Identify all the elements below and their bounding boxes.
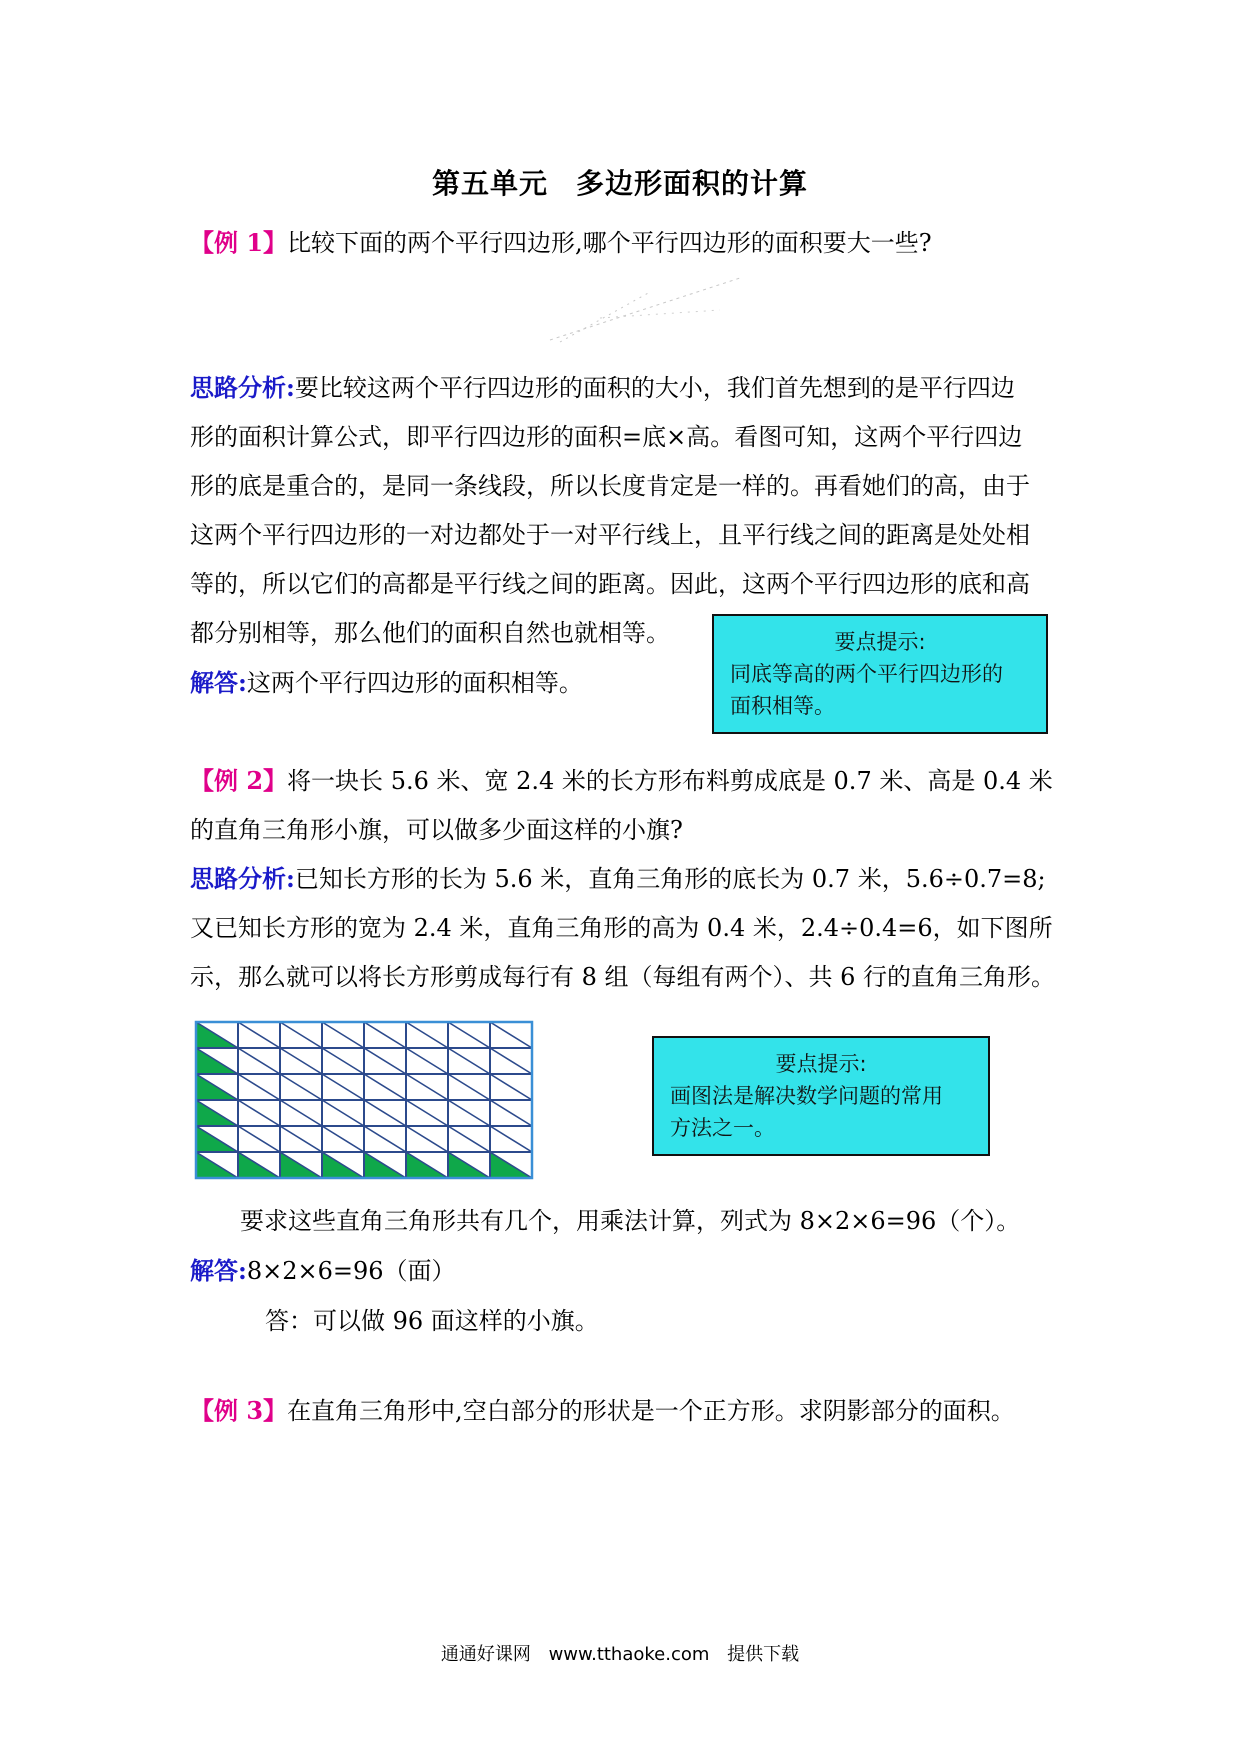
ex1-tip-line-2: 面积相等。 xyxy=(730,694,835,718)
faint-figure xyxy=(540,270,760,350)
grid-diagonal xyxy=(238,1048,280,1074)
grid-diagonal xyxy=(238,1126,280,1152)
grid-diagonal xyxy=(490,1048,532,1074)
ex1-analysis-label: 思路分析: xyxy=(190,373,295,402)
grid-diagonal xyxy=(364,1100,406,1126)
grid-diagonal xyxy=(322,1126,364,1152)
grid-diagonal xyxy=(364,1022,406,1048)
grid-diagonal xyxy=(364,1048,406,1074)
grid-diagonal xyxy=(364,1126,406,1152)
ex2-reply: 答：可以做 96 面这样的小旗。 xyxy=(265,1307,599,1335)
grid-diagonal xyxy=(448,1048,490,1074)
grid-diagonal xyxy=(448,1022,490,1048)
ex1-analysis-line-2: 形的面积计算公式，即平行四边形的面积=底×高。看图可知，这两个平行四边 xyxy=(190,423,1023,451)
ex2-analysis-line-1: 思路分析:已知长方形的长为 5.6 米，直角三角形的底长为 0.7 米，5.6÷0.7=8; xyxy=(190,864,1046,893)
grid-diagonal xyxy=(280,1074,322,1100)
grid-diagonal xyxy=(490,1022,532,1048)
ex1-tip-box xyxy=(712,614,1048,734)
grid-diagonal xyxy=(280,1022,322,1048)
grid-diagonal xyxy=(322,1022,364,1048)
footer xyxy=(0,1640,1240,1666)
ex2-tip-box xyxy=(652,1036,990,1156)
ex2-answer-label: 解答: xyxy=(190,1256,247,1285)
ex1-analysis-line-5: 等的，所以它们的高都是平行线之间的距离。因此，这两个平行四边形的底和高 xyxy=(190,570,1030,598)
grid-diagonal xyxy=(364,1074,406,1100)
ex1-analysis-line-6: 都分别相等，那么他们的面积自然也就相等。 xyxy=(190,619,670,647)
grid-diagonal xyxy=(322,1048,364,1074)
grid-diagonal xyxy=(406,1022,448,1048)
grid-diagonal xyxy=(280,1100,322,1126)
grid-diagonal xyxy=(448,1126,490,1152)
grid-diagonal xyxy=(280,1126,322,1152)
grid-diagonal xyxy=(238,1074,280,1100)
ex1-tip-title: 要点提示: xyxy=(834,630,926,654)
grid-diagonal xyxy=(280,1048,322,1074)
page-title xyxy=(0,162,1240,202)
grid-diagonal xyxy=(490,1126,532,1152)
grid-diagonal xyxy=(406,1100,448,1126)
ex2-analysis-line-2: 又已知长方形的宽为 2.4 米，直角三角形的高为 0.4 米，2.4÷0.4=6，如下图所 xyxy=(190,914,1053,942)
ex2-analysis-line-3: 示，那么就可以将长方形剪成每行有 8 组（每组有两个）、共 6 行的直角三角形。 xyxy=(190,963,1056,991)
grid-diagonal xyxy=(490,1100,532,1126)
footer-suffix: 提供下载 xyxy=(727,1644,800,1665)
grid-diagonal xyxy=(406,1126,448,1152)
title-unit: 第五单元 xyxy=(431,167,548,200)
grid-diagonal xyxy=(490,1074,532,1100)
ex2-question-line-1: 【例 2】将一块长 5.6 米、宽 2.4 米的长方形布料剪成底是 0.7 米、高是 0.4 米 xyxy=(190,766,1053,795)
ex2-tip-title: 要点提示: xyxy=(775,1052,867,1076)
ex1-analysis-line-3: 形的底是重合的，是同一条线段，所以长度肯定是一样的。再看她们的高，由于 xyxy=(190,472,1030,500)
grid-diagonal xyxy=(406,1048,448,1074)
ex1-analysis-line-4: 这两个平行四边形的一对边都处于一对平行线上，且平行线之间的距离是处处相 xyxy=(190,521,1030,549)
grid-diagonal xyxy=(448,1074,490,1100)
ex1-answer: 解答:这两个平行四边形的面积相等。 xyxy=(190,668,583,697)
grid-diagonal xyxy=(322,1074,364,1100)
footer-site: 通通好课网 xyxy=(440,1644,531,1665)
title-topic: 多边形面积的计算 xyxy=(576,167,809,200)
triangle-grid-figure xyxy=(194,1020,534,1180)
ex1-question xyxy=(190,228,932,258)
grid-diagonal xyxy=(238,1100,280,1126)
ex1-analysis-line-1: 思路分析:要比较这两个平行四边形的面积的大小，我们首先想到的是平行四边 xyxy=(190,373,1015,402)
ex2-calculation: 要求这些直角三角形共有几个，用乘法计算，列式为 8×2×6=96（个）。 xyxy=(240,1207,1021,1235)
ex1-tag: 【例 1】 xyxy=(190,228,288,257)
grid-diagonal xyxy=(406,1074,448,1100)
ex1-tip-line-1: 同底等高的两个平行四边形的 xyxy=(730,662,1003,686)
footer-url[interactable]: www.tthaoke.com xyxy=(548,1644,710,1665)
ex2-analysis-label: 思路分析: xyxy=(190,864,295,893)
grid-diagonal xyxy=(238,1022,280,1048)
ex3-question: 【例 3】在直角三角形中,空白部分的形状是一个正方形。求阴影部分的面积。 xyxy=(190,1396,1015,1425)
grid-diagonal xyxy=(322,1100,364,1126)
ex2-tip-line-2: 方法之一。 xyxy=(670,1116,775,1140)
ex2-tip-line-1: 画图法是解决数学问题的常用 xyxy=(670,1084,943,1108)
ex2-answer: 解答:8×2×6=96（面） xyxy=(190,1256,456,1285)
ex2-tag: 【例 2】 xyxy=(190,766,288,795)
grid-diagonal xyxy=(448,1100,490,1126)
ex2-question-line-2: 的直角三角形小旗，可以做多少面这样的小旗? xyxy=(190,816,683,844)
ex1-answer-label: 解答: xyxy=(190,668,247,697)
ex1-question-text: 比较下面的两个平行四边形,哪个平行四边形的面积要大一些? xyxy=(287,229,932,257)
ex3-tag: 【例 3】 xyxy=(190,1396,288,1425)
